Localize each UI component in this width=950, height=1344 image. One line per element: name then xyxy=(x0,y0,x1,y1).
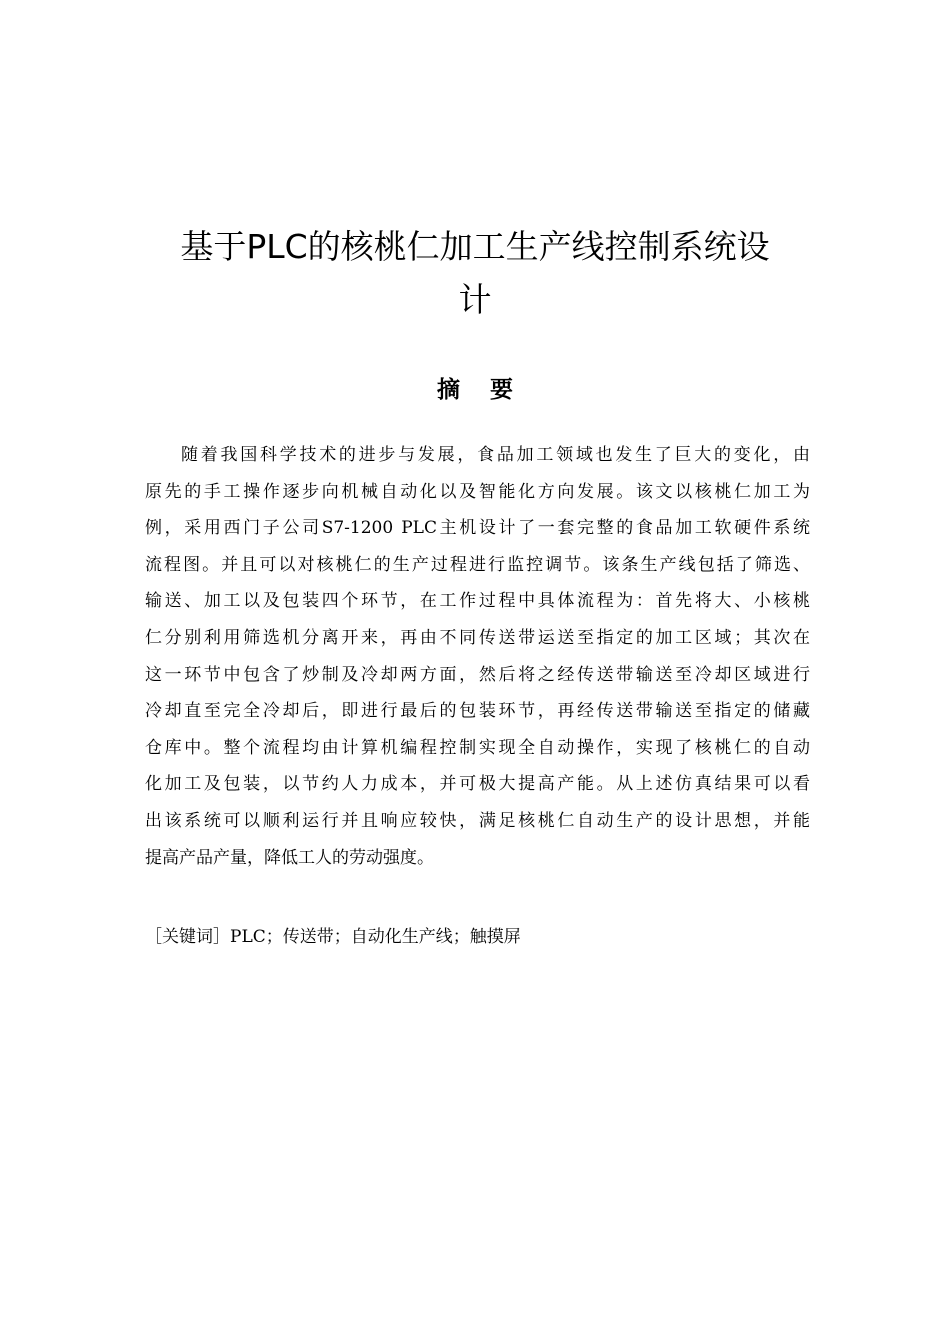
abstract-line: 提高产品产量，降低工人的劳动强度。 xyxy=(145,847,434,868)
abstract-line: 仓库中。整个流程均由计算机编程控制实现全自动操作，实现了核桃仁的自动 xyxy=(145,737,810,758)
abstract-line: 仁分别利用筛选机分离开来，再由不同传送带运送至指定的加工区域；其次在 xyxy=(145,627,810,648)
keywords-label: ［关键词］ xyxy=(145,927,230,947)
abstract-line: 原先的手工操作逐步向机械自动化以及智能化方向发展。该文以核桃仁加工为 xyxy=(145,481,810,502)
keywords-text: PLC；传送带；自动化生产线；触摸屏 xyxy=(230,927,521,947)
abstract-line: 流程图。并且可以对核桃仁的生产过程进行监控调节。该条生产线包括了筛选、 xyxy=(145,554,810,575)
abstract-heading: 摘要 xyxy=(437,377,543,403)
paper-title-line-2: 计 xyxy=(458,280,492,319)
abstract-line: 输送、加工以及包装四个环节，在工作过程中具体流程为：首先将大、小核桃 xyxy=(145,591,810,612)
abstract-line: 这一环节中包含了炒制及冷却两方面，然后将之经传送带输送至冷却区域进行 xyxy=(145,664,810,685)
abstract-body xyxy=(145,437,810,876)
abstract-line: 例，采用西门子公司S7-1200 PLC主机设计了一套完整的食品加工软硬件系统 xyxy=(145,518,810,539)
paper-title xyxy=(120,220,830,326)
paper-title-line-1: 基于PLC的核桃仁加工生产线控制系统设 xyxy=(180,227,770,266)
abstract-line: 化加工及包装，以节约人力成本，并可极大提高产能。从上述仿真结果可以看 xyxy=(145,774,810,795)
abstract-line: 出该系统可以顺利运行并且响应较快，满足核桃仁自动生产的设计思想，并能 xyxy=(145,810,810,831)
abstract-line: 随着我国科学技术的进步与发展，食品加工领域也发生了巨大的变化，由 xyxy=(181,445,810,465)
abstract-line: 冷却直至完全冷却后，即进行最后的包装环节，再经传送带输送至指定的储藏 xyxy=(145,701,810,722)
keywords xyxy=(145,921,810,953)
